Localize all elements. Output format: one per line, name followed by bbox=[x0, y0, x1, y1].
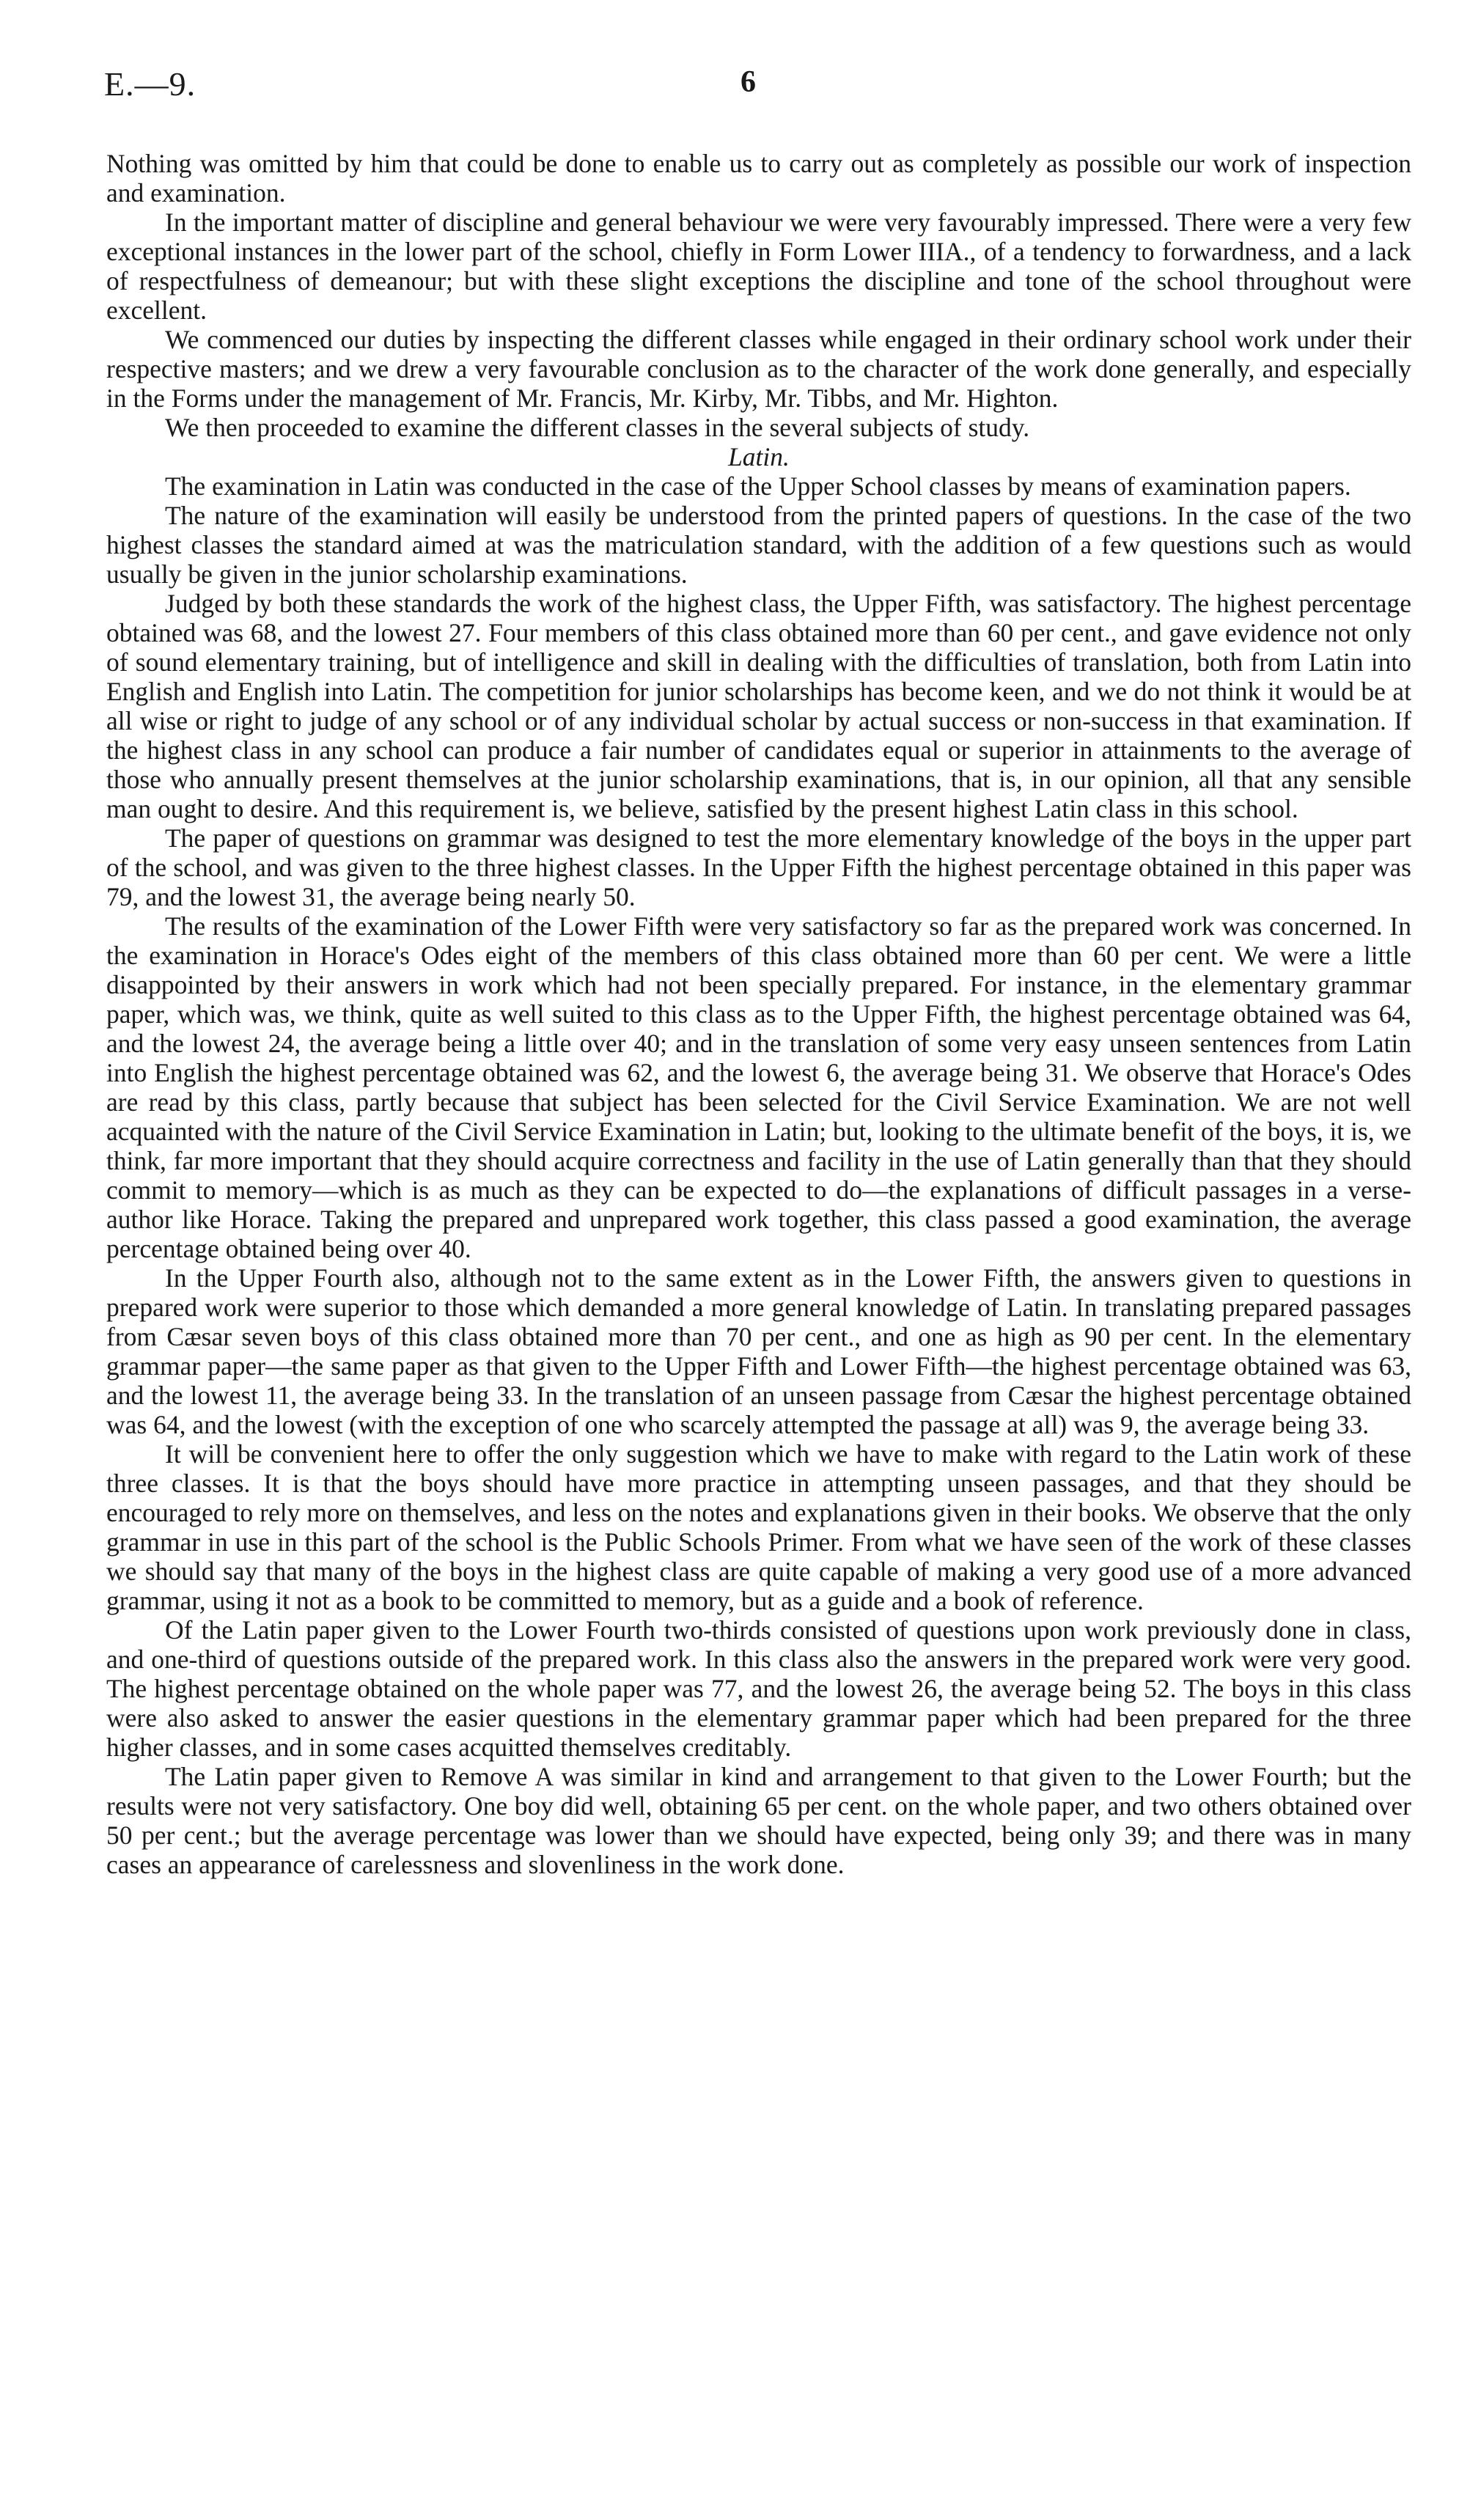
paragraph: We commenced our duties by inspecting the different classes while engaged in their ordinary school work under their respective masters; and we drew a very favourable conclusion as to the character of the work done generally, and especially in the Forms under the management of Mr. Francis, Mr. Kirby, Mr. Tibbs, and Mr. Highton. bbox=[106, 325, 1411, 413]
paragraph: The results of the examination of the Lower Fifth were very satisfactory so far as the prepared work was concerned. In the examination in Horace's Odes eight of the members of this class obtained more than 60 per cent. We were a little disappointed by their answers in work which had not been specially prepared. For instance, in the elementary grammar paper, which was, we think, quite as well suited to this class as to the Upper Fifth, the highest percentage obtained was 64, and the lowest 24, the average being a little over 40; and in the translation of some very easy unseen sentences from Latin into English the highest percentage obtained was 62, and the lowest 6, the average being 31. We observe that Horace's Odes are read by this class, partly because that subject has been selected for the Civil Service Examination. We are not well acquainted with the nature of the Civil Service Examination in Latin; but, looking to the ultimate benefit of the boys, it is, we think, far more important that they should acquire correctness and facility in the use of Latin generally than that they should commit to memory—which is as much as they can be expected to do—the explanations of difficult passages in a verse-author like Horace. Taking the prepared and unprepared work together, this class passed a good examination, the average percentage obtained being over 40. bbox=[106, 911, 1411, 1263]
paragraph: The nature of the examination will easily be understood from the printed papers of questions. In the case of the two highest classes the standard aimed at was the matriculation standard, with the addition of a few questions such as would usually be given in the junior scholarship examinations. bbox=[106, 501, 1411, 589]
paragraph: We then proceeded to examine the different classes in the several subjects of study. bbox=[165, 413, 1030, 442]
page-number: 6 bbox=[740, 65, 756, 99]
page-header bbox=[104, 65, 1409, 116]
page-reference: E.—9. bbox=[104, 65, 196, 103]
paragraph: The examination in Latin was conducted in the case of the Upper School classes by means of examination papers. bbox=[165, 471, 1351, 501]
paragraph: The paper of questions on grammar was designed to test the more elementary knowledge of the boys in the upper part of the school, and was given to the three highest classes. In the Upper Fifth the highest percentage obtained in this paper was 79, and the lowest 31, the average being nearly 50. bbox=[106, 823, 1411, 911]
paragraph: It will be convenient here to offer the only suggestion which we have to make with regard to the Latin work of these three classes. It is that the boys should have more practice in attempting unseen passages, and that they should be encouraged to rely more on themselves, and less on the notes and explanations given in their books. We observe that the only grammar in use in this part of the school is the Public Schools Primer. From what we have seen of the work of these classes we should say that many of the boys in the highest class are quite capable of making a very good use of a more advanced grammar, using it not as a book to be committed to memory, but as a guide and a book of reference. bbox=[106, 1439, 1411, 1615]
section-heading: Latin. bbox=[728, 442, 790, 471]
paragraph: In the Upper Fourth also, although not to the same extent as in the Lower Fifth, the answers given to questions in prepared work were superior to those which demanded a more general knowledge of Latin. In translating prepared passages from Cæsar seven boys of this class obtained more than 70 per cent., and one as high as 90 per cent. In the elementary grammar paper—the same paper as that given to the Upper Fifth and Lower Fifth—the highest percentage obtained was 63, and the lowest 11, the average being 33. In the translation of an unseen passage from Cæsar the highest percentage obtained was 64, and the lowest (with the exception of one who scarcely attempted the passage at all) was 9, the average being 33. bbox=[106, 1263, 1411, 1439]
paragraph: The Latin paper given to Remove A was similar in kind and arrangement to that given to the Lower Fourth; but the results were not very satisfactory. One boy did well, obtaining 65 per cent. on the whole paper, and two others obtained over 50 per cent.; but the average percentage was lower than we should have expected, being only 39; and there was in many cases an appearance of carelessness and slovenliness in the work done. bbox=[106, 1762, 1411, 1879]
paragraph: In the important matter of discipline and general behaviour we were very favourably impressed. There were a very few exceptional instances in the lower part of the school, chiefly in Form Lower IIIA., of a tendency to forwardness, and a lack of respectfulness of demeanour; but with these slight exceptions the discipline and tone of the school throughout were excellent. bbox=[106, 207, 1411, 325]
body-text bbox=[106, 149, 1411, 1879]
paragraph: Judged by both these standards the work of the highest class, the Upper Fifth, was satisfactory. The highest percentage obtained was 68, and the lowest 27. Four members of this class obtained more than 60 per cent., and gave evidence not only of sound elementary training, but of intelligence and skill in dealing with the difficulties of translation, both from Latin into English and English into Latin. The competition for junior scholarships has become keen, and we do not think it would be at all wise or right to judge of any school or of any individual scholar by actual success or non-success in that examination. If the highest class in any school can produce a fair number of candidates equal or superior in attainments to the average of those who annually present themselves at the junior scholarship examinations, that is, in our opinion, all that any sensible man ought to desire. And this requirement is, we believe, satisfied by the present highest Latin class in this school. bbox=[106, 589, 1411, 823]
paragraph: Nothing was omitted by him that could be done to enable us to carry out as completely as possible our work of inspection and examination. bbox=[106, 149, 1411, 207]
paragraph: Of the Latin paper given to the Lower Fourth two-thirds consisted of questions upon work previously done in class, and one-third of questions outside of the prepared work. In this class also the answers in the prepared work were very good. The highest percentage obtained on the whole paper was 77, and the lowest 26, the average being 52. The boys in this class were also asked to answer the easier questions in the elementary grammar paper which had been prepared for the three higher classes, and in some cases acquitted themselves creditably. bbox=[106, 1615, 1411, 1762]
